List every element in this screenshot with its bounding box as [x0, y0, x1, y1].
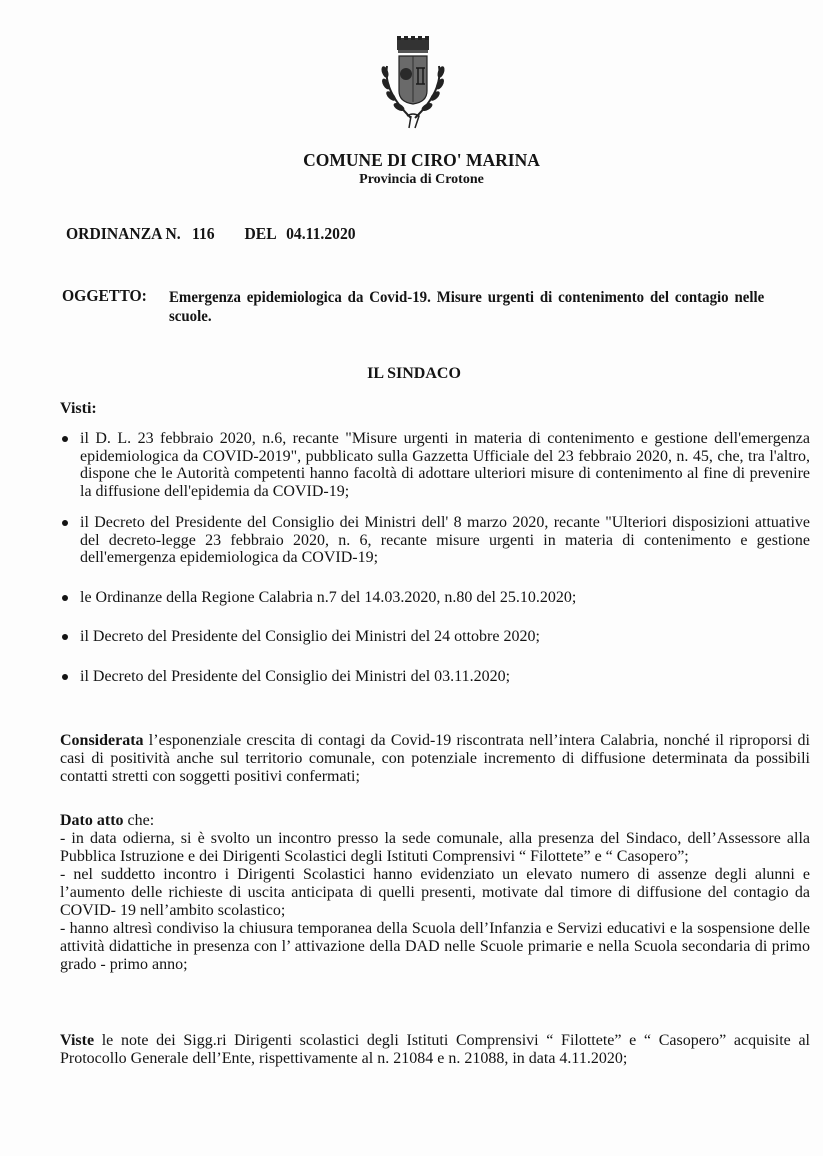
ordinance-heading	[66, 224, 356, 244]
viste-label: Viste	[60, 1032, 95, 1049]
bullet-icon	[62, 436, 68, 442]
subject-text: Emergenza epidemiologica da Covid-19. Misure urgenti di contenimento del contagio nelle scuole.	[169, 289, 765, 325]
subject-label: OGGETTO:	[62, 286, 147, 305]
visti-item: il D. L. 23 febbraio 2020, n.6, recante "Misure urgenti in materia di contenimento e gestione dell'emergenza epidemiologica da COVID-2019", pubblicato sulla Gazzetta Ufficiale del 23 febbraio 2020, n. 45, che, tra l'altro, dispone che le Autorità competenti hanno facoltà di adottare ulteriori misure di contenimento al fine di prevenire la diffusione dell'epidemia da COVID-19;	[60, 430, 810, 500]
viste-text: le note dei Sigg.ri Dirigenti scolastici degli Istituti Comprensivi “ Filottete” e “ Casopero” acquisite al Protocollo Generale dell’Ente, rispettivamente al n. 21084 e n. 21088, in data 4.11.2020;	[60, 1032, 810, 1067]
bullet-icon	[62, 634, 68, 640]
dato-atto-item: - hanno altresì condiviso la chiusura temporanea della Scuola dell’Infanzia e Servizi educativi e la sospensione delle attività didattiche in presenza con l’ attivazione della DAD nelle Scuole primarie e nella Scuola secondaria di primo grado - primo anno;	[60, 920, 810, 973]
considerata-label: Considerata	[60, 732, 144, 749]
dato-atto-label: Dato atto	[60, 812, 124, 829]
visti-item: il Decreto del Presidente del Consiglio dei Ministri del 24 ottobre 2020;	[60, 628, 810, 646]
considerata-text: l’esponenziale crescita di contagi da Covid-19 riscontrata nell’intera Calabria, nonché il riproporsi di casi di positività anche sul territorio comunale, con potenziale incremento di diffusione determinata da possibili contatti stretti con soggetti positivi confermati;	[60, 732, 810, 785]
dato-atto-paragraph: Dato atto che: - in data odierna, si è svolto un incontro presso la sede comunale, alla presenza del Sindaco, dell’Assessore alla Pubblica Istruzione e dei Dirigenti Scolastici degli Istituti Comprensivi “ Filottete” e “ Casopero”; - nel suddetto incontro i Dirigenti Scolastici hanno evidenziato un elevato numero di assenze degli alunni e l’aumento delle richieste di uscita anticipata di quelli presenti, motivate dal timore di diffusione del contagio da COVID- 19 nell’ambito scolastico; - hanno altresì condiviso la chiusura temporanea della Scuola dell’Infanzia e Servizi educativi e la sospensione delle attività didattiche in presenza con l’ attivazione della DAD nelle Scuole primarie e nella Scuola secondaria di primo grado - primo anno;	[60, 812, 810, 973]
province-name: Provincia di Crotone	[359, 172, 484, 187]
ordinance-label: ORDINANZA N.	[66, 224, 181, 243]
dato-atto-item: - in data odierna, si è svolto un incontro presso la sede comunale, alla presenza del Sindaco, dell’Assessore alla Pubblica Istruzione e dei Dirigenti Scolastici degli Istituti Comprensivi “ Filottete” e “ Casopero”;	[60, 830, 810, 865]
ordinance-number: 116	[191, 224, 215, 243]
bullet-icon	[62, 674, 68, 680]
considerata-paragraph	[60, 732, 810, 786]
visti-list	[60, 430, 810, 685]
visti-item: il Decreto del Presidente del Consiglio dei Ministri dell' 8 marzo 2020, recante "Ulteriori disposizioni attuative del decreto-legge 23 febbraio 2020, n. 6, recante misure urgenti in materia di contenimento e gestione dell'emergenza epidemiologica da COVID-19;	[60, 514, 810, 567]
bullet-icon	[62, 520, 68, 526]
coat-of-arms-icon	[373, 36, 453, 136]
visti-item: le Ordinanze della Regione Calabria n.7 del 14.03.2020, n.80 del 25.10.2020;	[60, 589, 810, 607]
viste-paragraph	[60, 1032, 810, 1068]
dato-atto-item: - nel suddetto incontro i Dirigenti Scolastici hanno evidenziato un elevato numero di assenze degli alunni e l’aumento delle richieste di uscita anticipata di quelli presenti, motivate dal timore di diffusione del contagio da COVID- 19 nell’ambito scolastico;	[60, 866, 810, 919]
ordinance-date-label: DEL	[244, 224, 277, 243]
visti-label: Visti:	[60, 400, 97, 417]
authority-heading: IL SINDACO	[367, 365, 461, 382]
bullet-icon	[62, 595, 68, 601]
municipality-name: COMUNE DI CIRO' MARINA	[303, 150, 540, 170]
visti-item: il Decreto del Presidente del Consiglio dei Ministri del 03.11.2020;	[60, 668, 810, 686]
ordinance-date: 04.11.2020	[286, 224, 356, 243]
